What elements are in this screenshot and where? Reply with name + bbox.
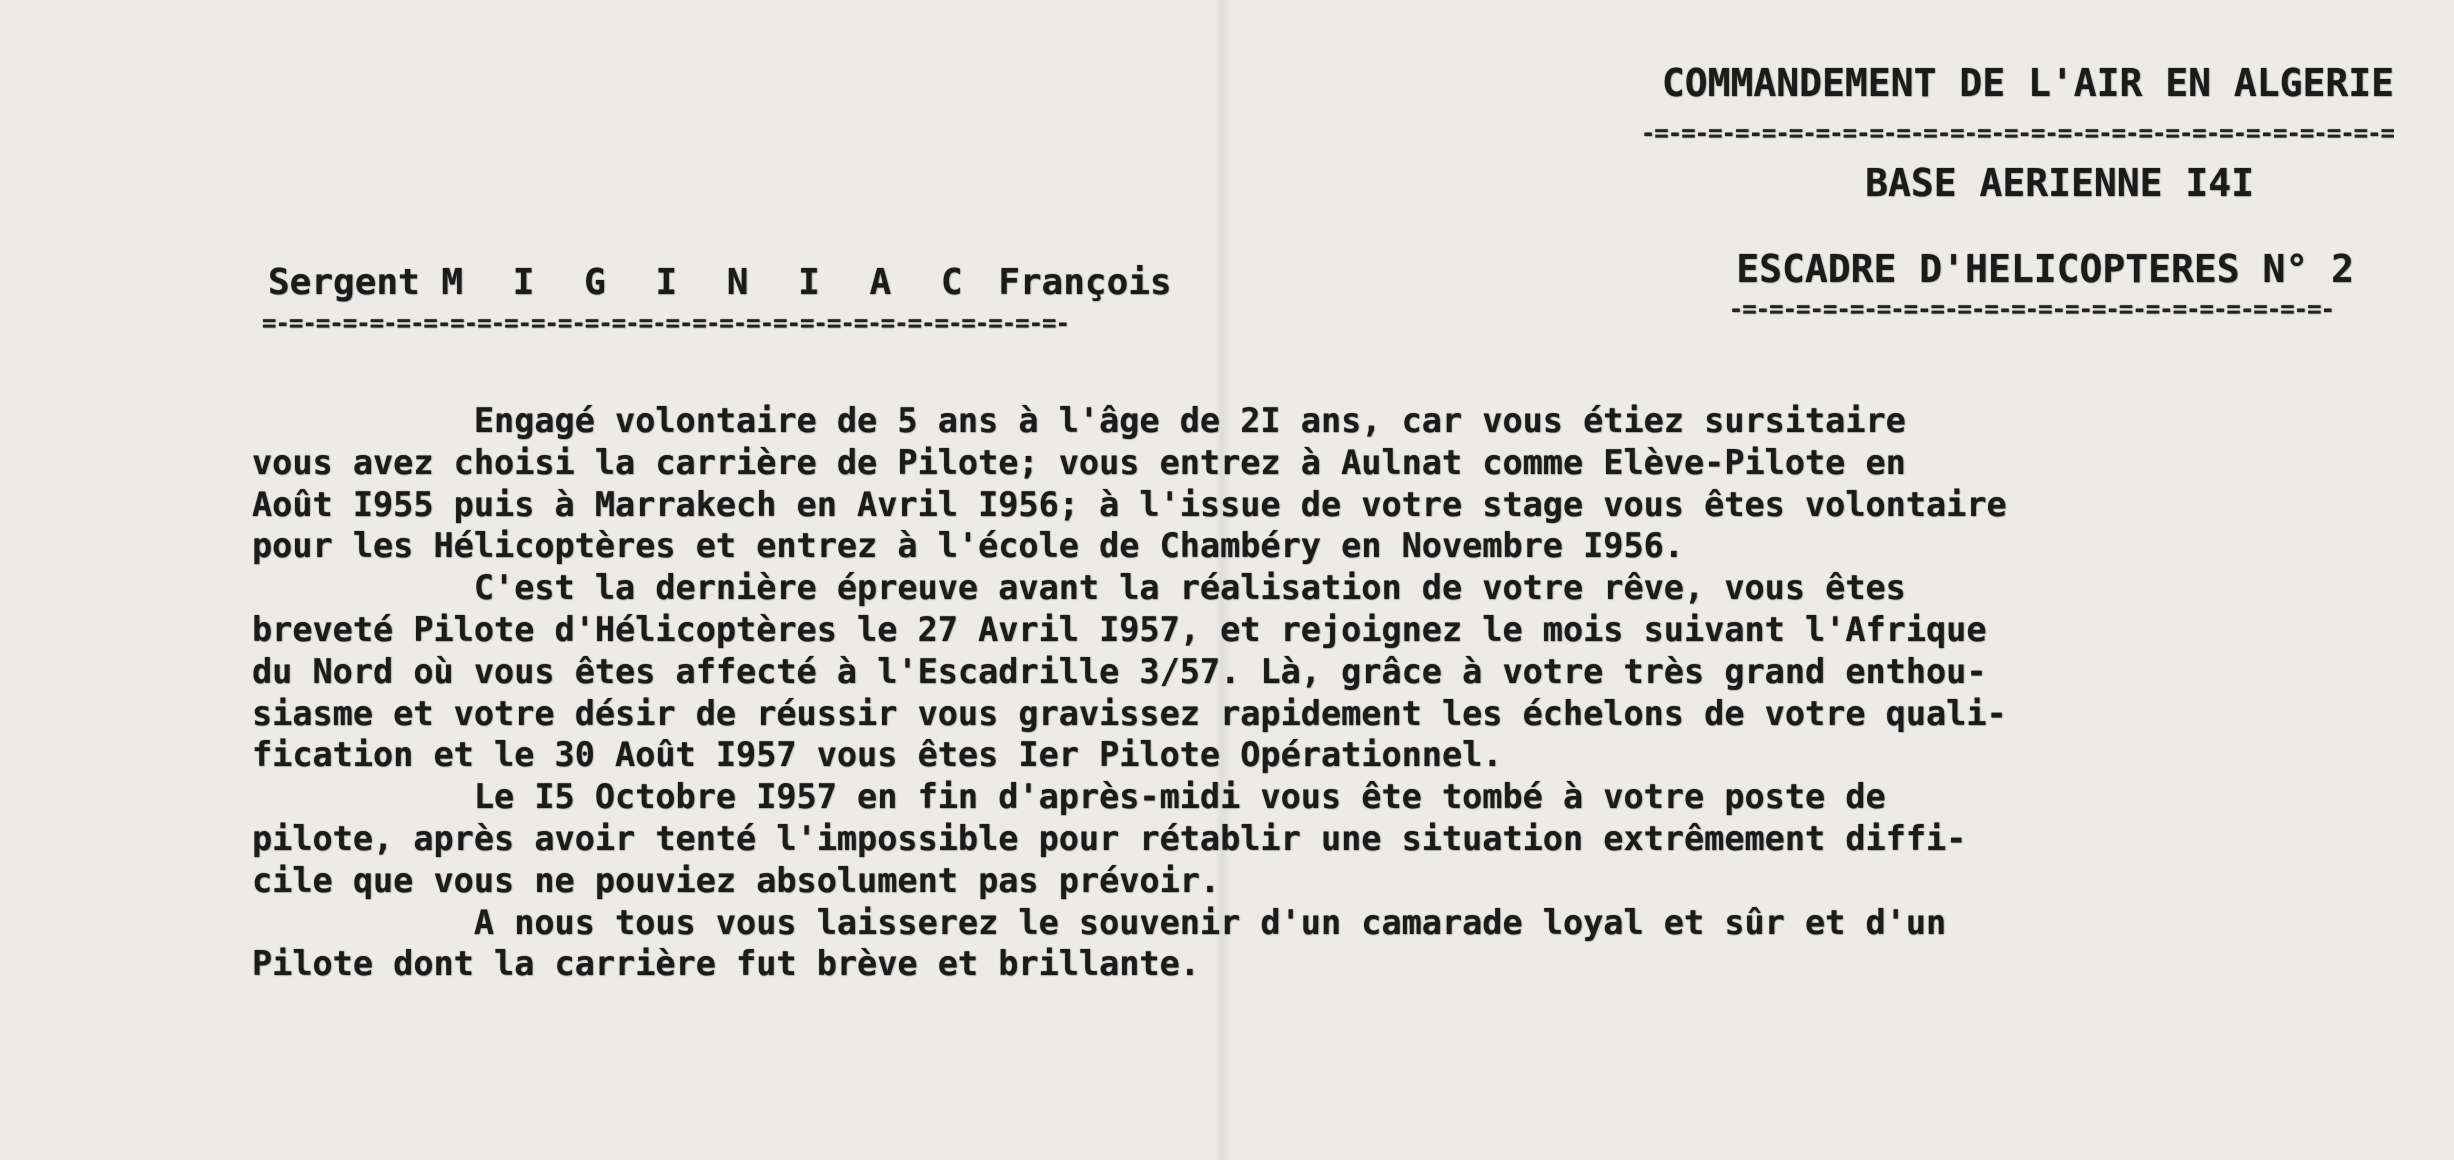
decorative-rule-3: -=-=-=-=-=-=-=-=-=-=-=-=-=-=-=-=-=-=-=-=-=-=- [1728,298,2334,320]
text-line: du Nord où vous êtes affecté à l'Escadrille 3/57. Là, grâce à votre très grand enthou- [252,651,1987,691]
text-line: siasme et votre désir de réussir vous gravissez rapidement les échelons de votre quali- [252,693,2007,733]
text-line: Le I5 Octobre I957 en fin d'après-midi vous ête tombé à votre poste de [252,777,1886,817]
text-line: fication et le 30 Août I957 vous êtes Ier Pilote Opérationnel. [252,735,1503,775]
recipient-surname: M I G I N I A C [441,262,977,303]
decorative-rule-1: -=-=-=-=-=-=-=-=-=-=-=-=-=-=-=-=-=-=-=-=-=-=-=-=-=-=-=-= [1640,122,2394,144]
command-title: COMMANDEMENT DE L'AIR EN ALGERIE [1661,61,2394,105]
recipient-name [268,262,1172,303]
text-line: vous avez choisi la carrière de Pilote; vous entrez à Aulnat comme Elève-Pilote en [252,442,1906,482]
base-title: BASE AERIENNE I4I [1865,161,2254,205]
text-line: Pilote dont la carrière fut brève et brillante. [252,944,1200,984]
text-line: pilote, après avoir tenté l'impossible pour rétablir une situation extrêmement diffi- [252,818,1967,858]
text-line: Août I955 puis à Marrakech en Avril I956; à l'issue de votre stage vous êtes volontaire [252,484,2007,524]
recipient-first-name: François [998,262,1172,303]
text-line: cile que vous ne pouviez absolument pas prévoir. [252,860,1221,900]
decorative-rule-name: =-=-=-=-=-=-=-=-=-=-=-=-=-=-=-=-=-=-=-=-=-=-=-=-=-=-=-=-=-=- [262,312,1069,334]
text-line: C'est la dernière épreuve avant la réalisation de votre rêve, vous êtes [252,568,1906,608]
text-line: A nous tous vous laisserez le souvenir d'un camarade loyal et sûr et d'un [252,902,1947,942]
recipient-rank: Sergent [268,262,420,303]
text-line: breveté Pilote d'Hélicoptères le 27 Avril I957, et rejoignez le mois suivant l'Afrique [252,609,1987,649]
squadron-title: ESCADRE D'HELICOPTERES N° 2 [1736,247,2354,291]
tribute-text [252,400,2432,985]
text-line: pour les Hélicoptères et entrez à l'école de Chambéry en Novembre I956. [252,526,1684,566]
text-line: Engagé volontaire de 5 ans à l'âge de 2I ans, car vous étiez sursitaire [252,401,1906,440]
